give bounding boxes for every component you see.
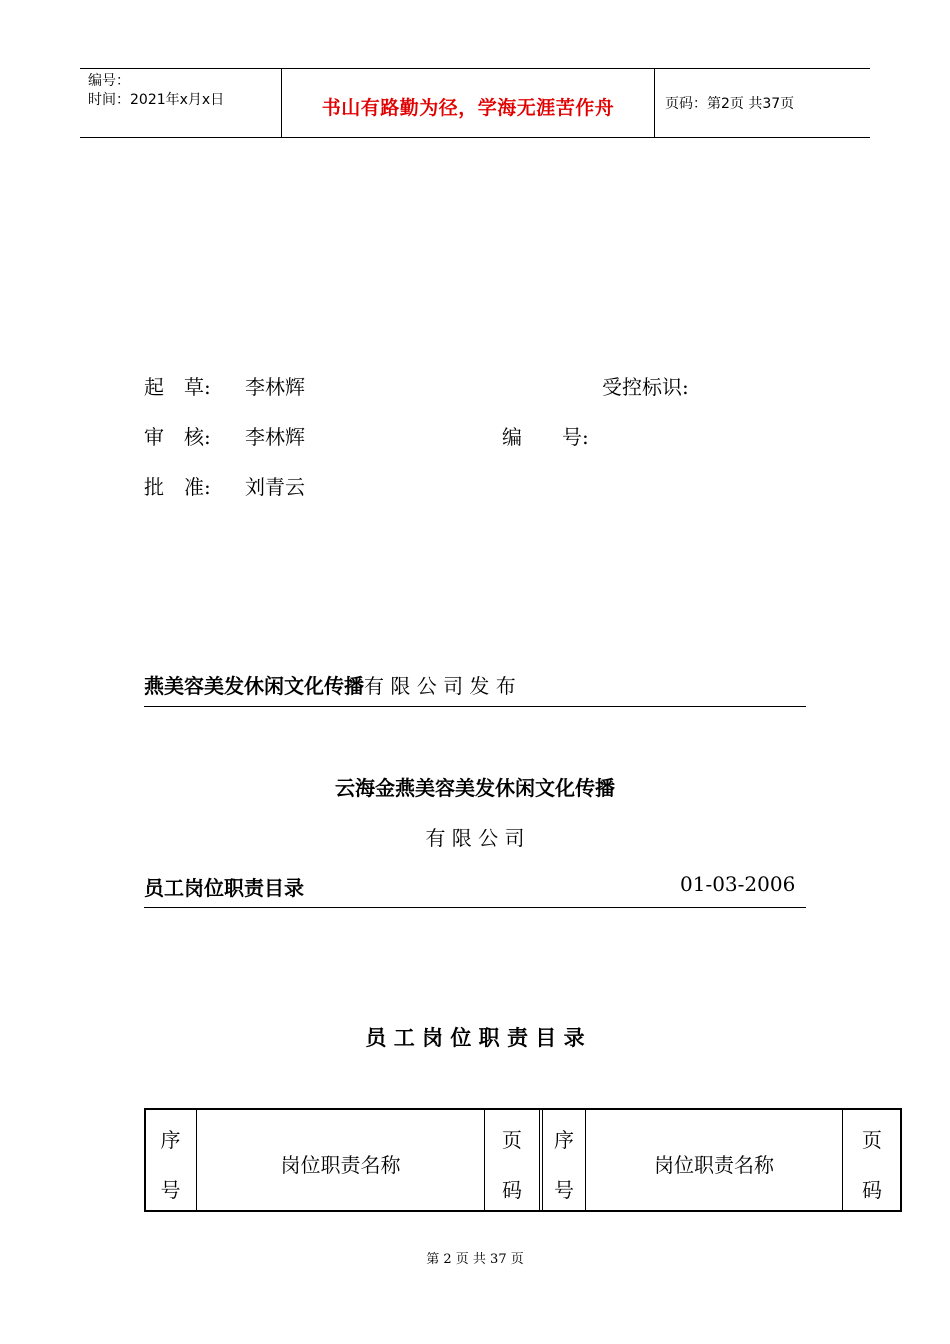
table-divider [539, 1109, 540, 1211]
col-seq-bottom: 号 [160, 1178, 181, 1202]
section-title: 员 工 岗 位 职 责 目 录 [365, 1025, 585, 1050]
col-seq-top: 序 [554, 1128, 574, 1152]
control-label: 受控标识: [602, 375, 689, 399]
page-header [80, 68, 870, 138]
company-name-line1: 云海金燕美容美发休闲文化传播 [335, 776, 615, 800]
col-page-bottom: 码 [862, 1178, 882, 1202]
draft-label: 起 草: [144, 375, 211, 399]
header-page-cell [655, 69, 870, 137]
header-motto-cell [282, 69, 655, 137]
company-name-line2: 有 限 公 司 [425, 826, 525, 850]
header-time-label: 时间：2021年x月x日 [88, 92, 225, 108]
header-page-info: 页码：第2页 共37页 [665, 96, 795, 112]
col-seq-bottom: 号 [554, 1178, 574, 1202]
col-name: 岗位职责名称 [280, 1153, 401, 1177]
doc-title: 员工岗位职责目录 [144, 876, 304, 900]
publisher-name: 燕美容美发休闲文化传播 [144, 674, 364, 698]
doc-divider [144, 907, 806, 908]
directory-table [144, 1108, 902, 1212]
approve-name: 刘青云 [245, 475, 305, 499]
code-label: 编 号: [502, 425, 589, 449]
draft-name: 李林辉 [245, 375, 305, 399]
col-page-bottom: 码 [502, 1178, 522, 1202]
approve-label: 批 准: [144, 475, 211, 499]
col-page-top: 页 [862, 1128, 882, 1152]
review-label: 审 核: [144, 425, 211, 449]
col-page-top: 页 [502, 1128, 522, 1152]
header-meta-cell [80, 69, 282, 137]
review-name: 李林辉 [245, 425, 305, 449]
page-footer: 第 2 页 共 37 页 [426, 1252, 524, 1267]
publisher-suffix: 有 限 公 司 发 布 [364, 674, 516, 698]
col-name: 岗位职责名称 [654, 1153, 774, 1177]
doc-date: 01-03-2006 [680, 872, 796, 896]
header-number-label: 编号： [88, 73, 130, 89]
publisher-line [144, 670, 516, 699]
publisher-divider [144, 706, 806, 707]
col-seq-top: 序 [160, 1128, 181, 1152]
header-motto: 书山有路勤为径，学海无涯苦作舟 [321, 97, 615, 119]
